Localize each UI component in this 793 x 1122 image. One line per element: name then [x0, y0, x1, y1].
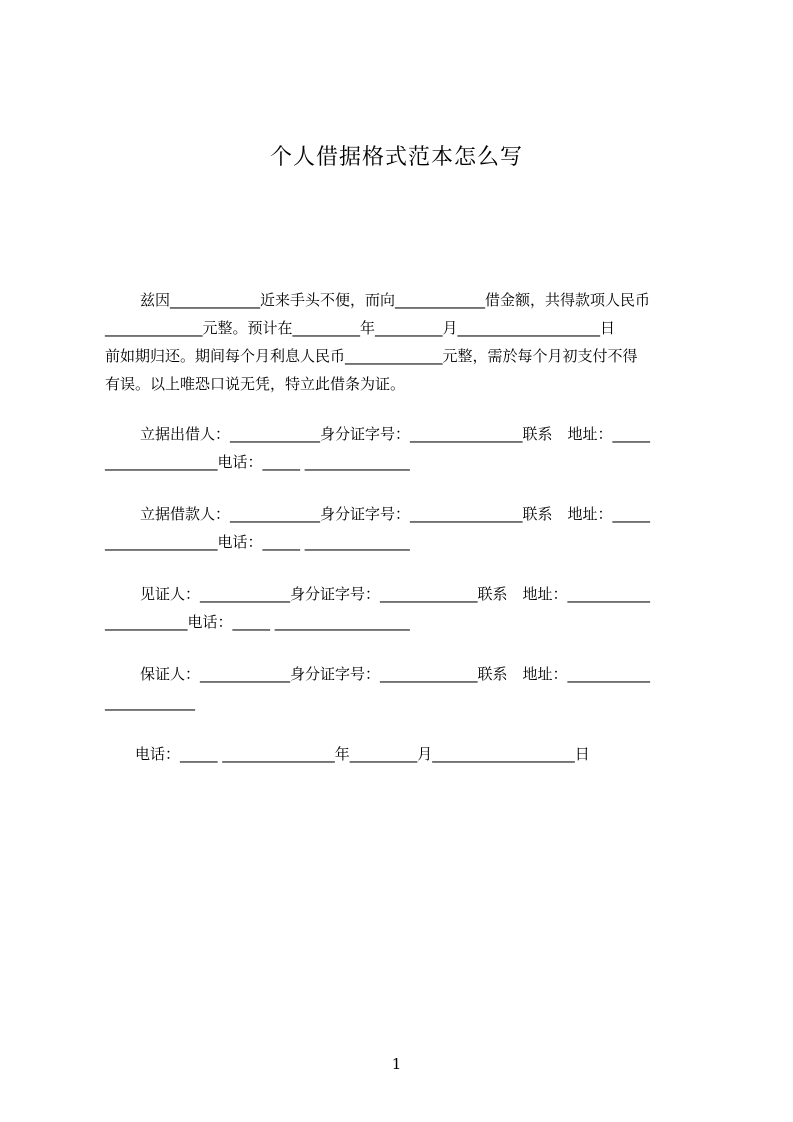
paragraph-line: 有误。以上唯恐口说无凭，特立此借条为证。 [105, 375, 406, 393]
lender-section [105, 420, 705, 476]
lender-phone-line: _______________电话：_____ ______________ [105, 453, 410, 471]
borrower-info-line: 立据借款人：____________身分证字号：_______________联系 地址：_____ [140, 505, 651, 523]
phone-date-line: 电话：_____ _______________年_________月___________________日 [135, 745, 590, 763]
lender-info-line: 立据出借人：____________身分证字号：_______________联系 地址：_____ [140, 425, 651, 443]
guarantor-section [105, 660, 705, 716]
witness-info-line: 见证人：____________身分证字号：_____________联系 地址：___________ [140, 585, 651, 603]
guarantor-info-line: 保证人：____________身分证字号：_____________联系 地址：___________ [140, 665, 651, 683]
paragraph-line: _____________元整。预计在_________年_________月___________________日 [105, 319, 616, 337]
page-number: 1 [391, 1055, 402, 1073]
witness-phone-line: ___________电话：_____ __________________ [105, 613, 410, 631]
loan-paragraph [105, 286, 705, 398]
witness-section [105, 580, 705, 636]
document-title: 个人借据格式范本怎么写 [269, 145, 523, 170]
date-section [105, 740, 705, 768]
guarantor-address-line: ____________ [105, 693, 195, 711]
borrower-section [105, 500, 705, 556]
paragraph-line: 前如期归还。期间每个月利息人民币_____________元整，需於每个月初支付不得 [105, 347, 638, 365]
paragraph-line: 兹因____________近来手头不便，而向____________借金额，共得款项人民币 [140, 291, 651, 309]
borrower-phone-line: _______________电话：_____ ______________ [105, 533, 410, 551]
